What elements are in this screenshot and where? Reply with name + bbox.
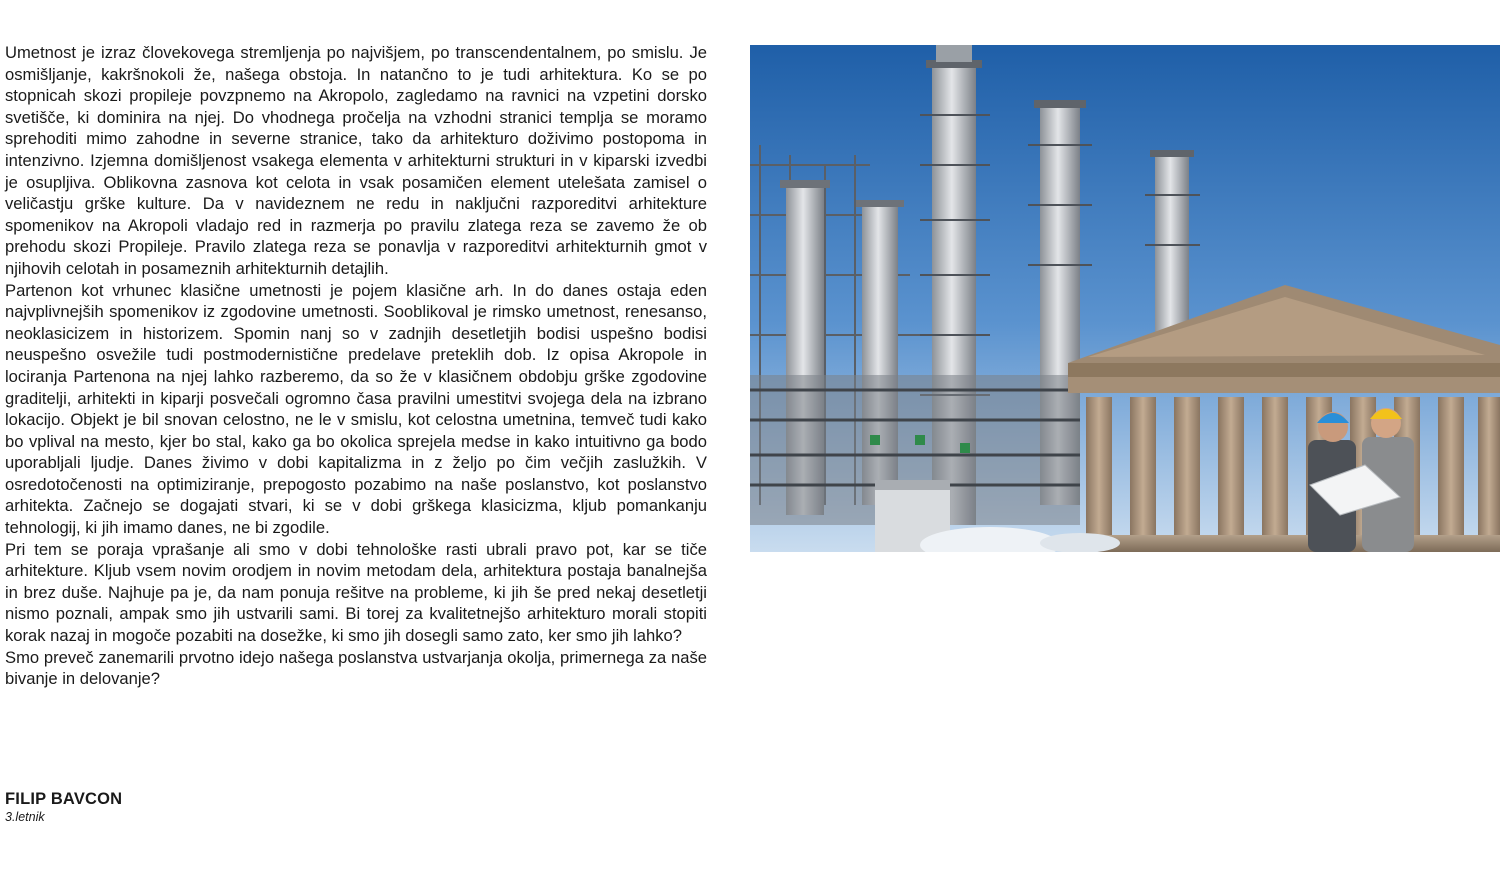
article-body [5, 42, 707, 690]
paragraph: Umetnost je izraz človekovega stremljenja po najvišjem, po transcendentalnem, po smislu. Je osmišljanje, kakršnokoli že, našega obstoja. In natančno to je tudi arhitektura. Ko se po stopnicah skozi propileje povzpnemo na Akropolo, zagledamo na ravnici na vzpetini dorsko svetišče, ki dominira na njej. Do vhodnega pročelja na vzhodni stranici templja se moramo sprehoditi mimo zahodne in severne stranice, tako da arhitekturo doživimo postopoma in intenzivno. Izjemna domišljenost vsakega elementa v arhitekturni strukturi in v kiparski izvedbi je osupljiva. Oblikovna zasnova kot celota in vsak posamičen element utelešata zamisel o veličastju grške kulture. Da v navideznem ne redu in naključni razporeditvi arhitekture spomenikov na Akropoli vladajo red in razmerja po pravilu zlatega reza se zavemo že ob prehodu skozi Propileje. Pravilo zlatega reza se ponavlja v razporeditvi arhitekturnih gmot v njihovih celotah in posameznih arhitekturnih detajlih. [5, 43, 707, 278]
author-name: FILIP BAVCON [5, 790, 123, 808]
paragraph: Smo preveč zanemarili prvotno idejo našega poslanstva ustvarjanja okolja, primernega za naše bivanje in delovanje? [5, 647, 707, 689]
paragraph: Pri tem se poraja vprašanje ali smo v dobi tehnološke rasti ubrali pravo pot, kar se tiče arhitekture. Kljub vsem novim orodjem in novim metodam dela, arhitektura postaja banalnejša in brez duše. Najhuje pa je, da nam ponuja rešitve na probleme, ki jih še pred nekaj desetletji nismo poznali, ampak smo jih ustvarili sami. Bi torej za kvalitetnejšo arhitekturo morali stopiti korak nazaj in mogoče pozabiti na dosežke, ki smo jih dosegli samo zato, ker smo jih lahko? [5, 539, 707, 646]
paragraph: Partenon kot vrhunec klasične umetnosti je pojem klasične arh. In do danes ostaja eden najvplivnejših spomenikov iz zgodovine umetnosti. Sooblikoval je rimsko umetnost, renesanso, neoklasicizem in historizem. Spomin nanj so v zadnjih desetletjih bodisi uspešno bodisi neuspešno osvežile tudi postmodernistične predelave preteklih dob. Iz opisa Akropole in lociranja Partenona na njej lahko razberemo, da so že v klasičnem obdobju grške zgodovine graditelji, arhitekti in kiparji posvečali ogromno časa pravilni umestitvi svojega dela na izbrano lokacijo. Objekt je bil snovan celostno, ne le v smislu, kot celostna umetnina, temveč tudi kako bo vplival na mesto, kjer bo stal, kako ga bo okolica sprejela medse in kako intuitivno ga bodo uporabljali ljudje. Danes živimo v dobi kapitalizma in z željo po čim večjih zaslužkih. V osredotočenosti na optimiziranje, prepogosto pozabimo na naše poslanstvo, kot poslanstvo arhitekta. Začnejo se dogajati stvari, ki se v dobi grškega klasicizma, kljub pomankanju tehnologij, ki jih imamo danes, ne bi zgodile. [5, 280, 707, 538]
author-year: 3.letnik [5, 810, 45, 824]
refinery-parthenon-photo [750, 45, 1500, 552]
author-block [5, 790, 122, 824]
